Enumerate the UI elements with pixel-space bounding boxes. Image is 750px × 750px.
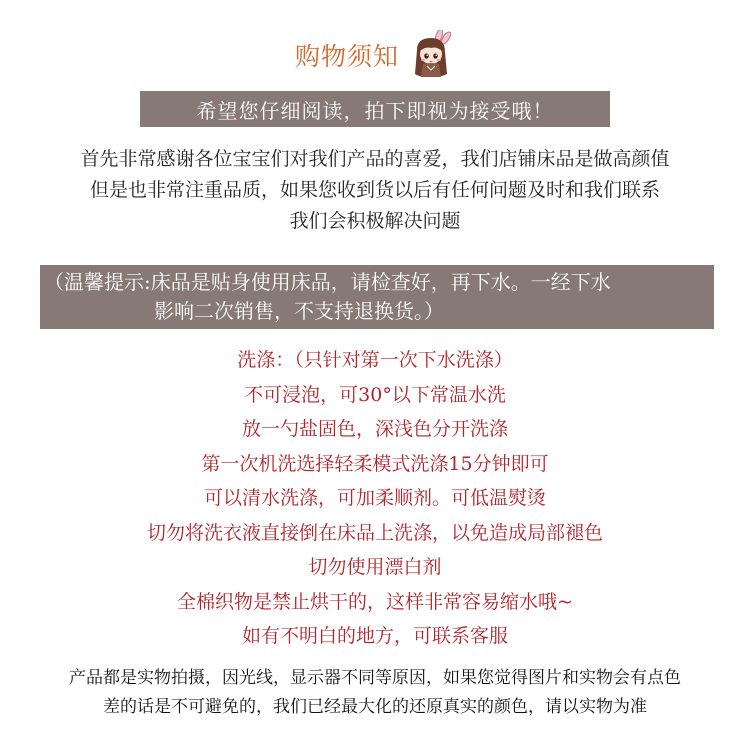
intro-line: 但是也非常注重品质，如果您收到货以后有任何问题及时和我们联系 — [89, 179, 660, 201]
wash-line: 可以清水洗涤，可加柔顺剂。可低温熨烫 — [203, 487, 546, 509]
intro-paragraph — [0, 144, 750, 237]
warm-tip-line: 影响二次销售，不支持退换货。） — [154, 299, 444, 323]
wash-line: 洗涤：（只针对第一次下水洗涤） — [237, 349, 513, 371]
wash-line: 不可浸泡，可30°以下常温水洗 — [244, 383, 506, 406]
wash-line: 放一勺盐固色，深浅色分开洗涤 — [241, 418, 508, 440]
intro-line: 首先非常感谢各位宝宝们对我们产品的喜爱，我们店铺床品是做高颜值 — [80, 148, 670, 170]
read-carefully-banner: 希望您仔细阅读，拍下即视为接受哦！ — [140, 91, 610, 127]
warm-tip-banner — [40, 265, 714, 329]
wash-line: 如有不明白的地方，可联系客服 — [241, 625, 508, 647]
wash-line: 全棉织物是禁止烘干的，这样非常容易缩水哦~ — [177, 590, 573, 613]
page-title: 购物须知 — [294, 42, 399, 71]
wash-line: 切勿将洗衣液直接倒在床品上洗涤，以免造成局部褪色 — [146, 521, 603, 544]
chibi-girl-bunny-icon — [409, 30, 455, 80]
wash-line: 第一次机洗选择轻柔模式洗涤15分钟即可 — [201, 452, 549, 475]
disclaimer-line: 差的话是不可避免的，我们已经最大化的还原真实的颜色，请以实物为准 — [103, 697, 647, 717]
color-disclaimer — [0, 664, 750, 722]
warm-tip-line: （温馨提示:床品是贴身使用床品，请检查好，再下水。一经下水 — [44, 270, 611, 294]
disclaimer-line: 产品都是实物拍摄，因光线，显示器不同等原因，如果您觉得图片和实物会有点色 — [69, 668, 681, 688]
title-row — [0, 28, 750, 82]
washing-instructions — [0, 343, 750, 654]
intro-line: 我们会积极解决问题 — [289, 210, 461, 232]
wash-line: 切勿使用漂白剂 — [308, 556, 442, 578]
